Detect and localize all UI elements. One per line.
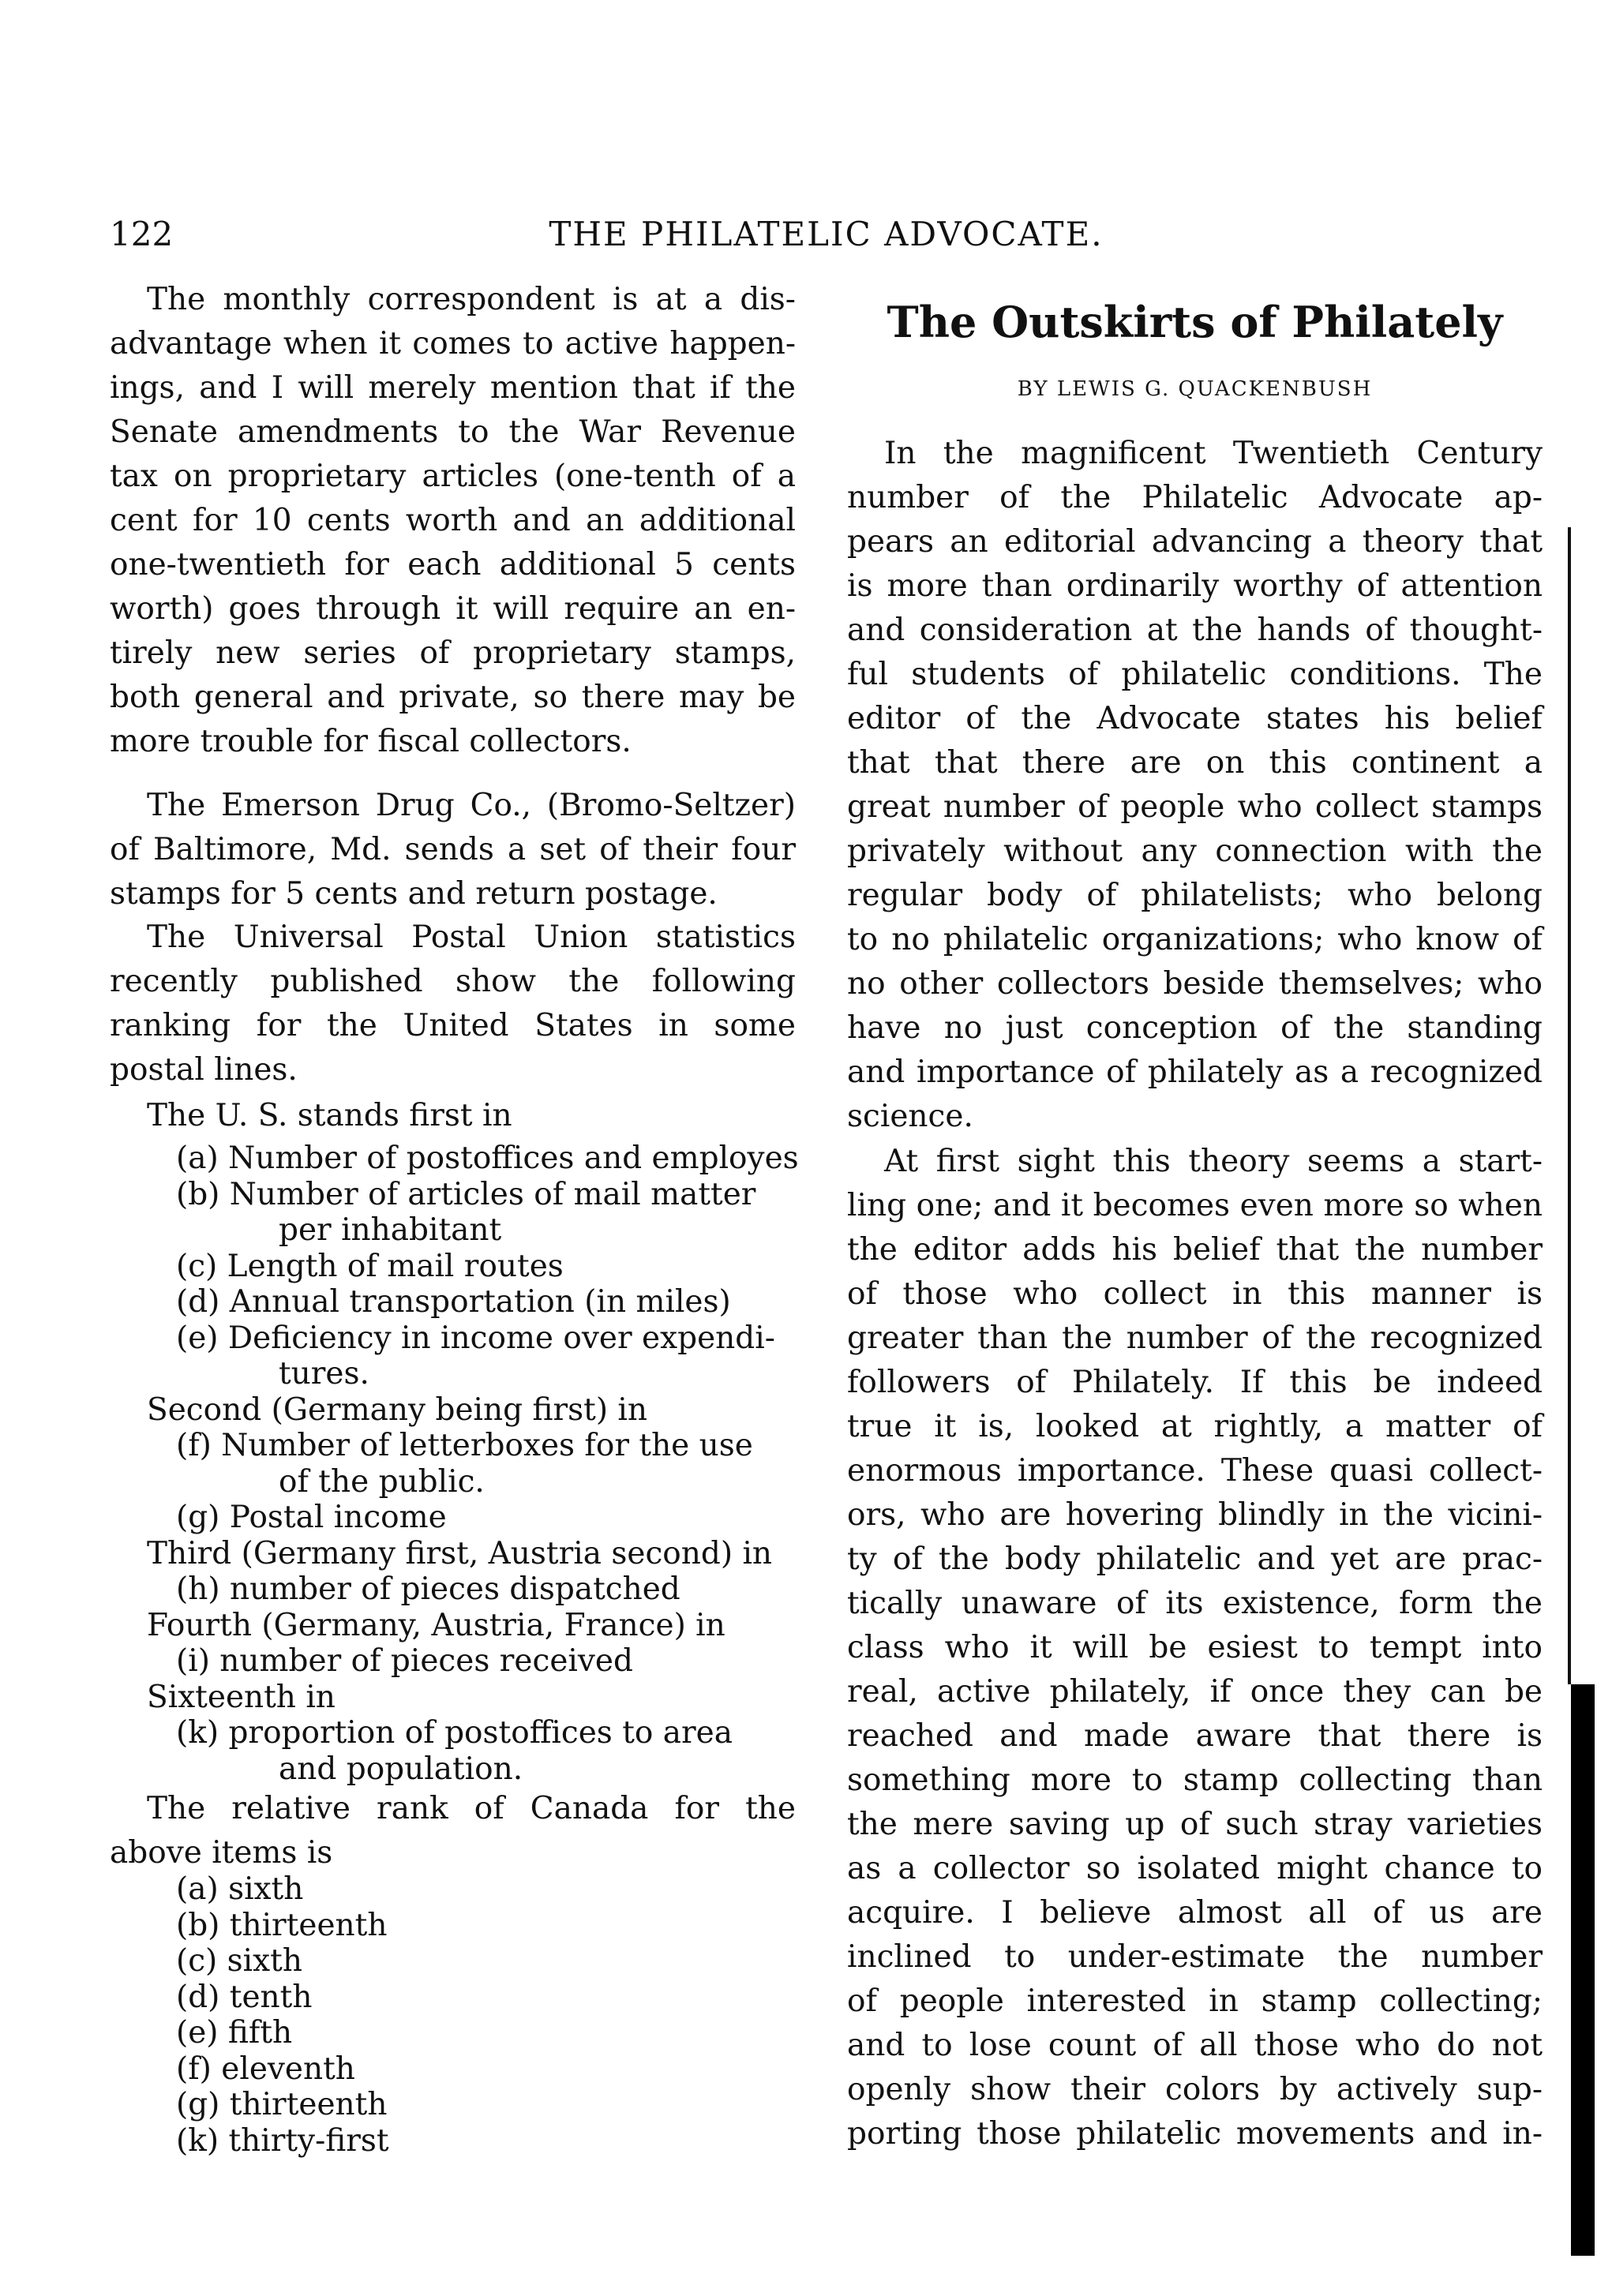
text-line: of Baltimore, Md. sends a set of their four xyxy=(110,832,796,867)
text-line: worth) goes through it will require an en- xyxy=(110,591,796,627)
list-item: (f) eleventh xyxy=(176,2051,355,2087)
list-item: tures. xyxy=(279,1356,369,1391)
text-line: have no just conception of the standing xyxy=(847,1010,1543,1046)
text-line: both general and private, so there may be xyxy=(110,680,796,715)
page-edge-bar xyxy=(1571,1684,1595,2256)
text-line: cent for 10 cents worth and an additional xyxy=(110,503,796,538)
text-line: number of the Philatelic Advocate ap- xyxy=(847,480,1543,515)
text-line: inclined to under-estimate the number xyxy=(847,1939,1543,1975)
text-line: privately without any connection with the xyxy=(847,833,1543,869)
running-title: THE PHILATELIC ADVOCATE. xyxy=(549,215,1104,253)
column-edge-line xyxy=(1568,527,1571,1684)
text-line: ranking for the United States in some xyxy=(110,1008,796,1043)
text-line: pears an editorial advancing a theory that xyxy=(847,524,1543,560)
text-line: ors, who are hovering blindly in the vicini- xyxy=(847,1497,1543,1533)
list-item: and population. xyxy=(279,1751,523,1787)
text-line: and importance of philately as a recognized xyxy=(847,1054,1543,1090)
text-line: something more to stamp collecting than xyxy=(847,1762,1543,1798)
text-line: recently published show the following xyxy=(110,964,796,999)
text-line: tically unaware of its existence, form the xyxy=(847,1586,1543,1621)
list-item: (d) Annual transportation (in miles) xyxy=(176,1284,731,1320)
text-line: The Emerson Drug Co., (Bromo-Seltzer) xyxy=(147,788,796,823)
text-line: postal lines. xyxy=(110,1052,298,1088)
list-item: (i) number of pieces received xyxy=(176,1643,633,1679)
canada-ranking-list xyxy=(110,1871,796,2159)
text-line: above items is xyxy=(110,1835,333,1871)
text-line: ling one; and it becomes even more so when xyxy=(847,1188,1543,1223)
text-line: no other collectors beside themselves; who xyxy=(847,966,1543,1002)
list-item: (h) number of pieces dispatched xyxy=(176,1571,680,1607)
text-line: The U. S. stands first in xyxy=(147,1098,512,1133)
ranking-list xyxy=(110,1141,799,1787)
list-item: (g) Postal income xyxy=(176,1500,447,1535)
text-line: greater than the number of the recognized xyxy=(847,1320,1543,1356)
list-item: (b) Number of articles of mail matter xyxy=(176,1176,756,1212)
text-line: editor of the Advocate states his belief xyxy=(847,701,1543,736)
text-line: porting those philatelic movements and in- xyxy=(847,2116,1543,2152)
text-line: reached and made aware that there is xyxy=(847,1718,1543,1754)
text-line: as a collector so isolated might chance to xyxy=(847,1851,1543,1886)
text-line: the mere saving up of such stray varieties xyxy=(847,1807,1543,1842)
text-line: true it is, looked at rightly, a matter of xyxy=(847,1409,1543,1444)
text-line: ty of the body philatelic and yet are prac- xyxy=(847,1541,1543,1577)
text-line: to no philatelic organizations; who know of xyxy=(847,922,1543,957)
text-line: acquire. I believe almost all of us are xyxy=(847,1895,1543,1931)
list-item: (c) sixth xyxy=(176,1943,302,1979)
text-line: science. xyxy=(847,1099,973,1134)
article-title: The Outskirts of Philately xyxy=(887,297,1503,347)
text-line: and consideration at the hands of thought- xyxy=(847,612,1543,648)
text-line: the editor adds his belief that the number xyxy=(847,1232,1543,1268)
text-line: class who it will be esiest to tempt into xyxy=(847,1630,1543,1665)
text-line: The monthly correspondent is at a dis- xyxy=(147,282,796,317)
list-item: (a) sixth xyxy=(176,1871,304,1907)
paragraph xyxy=(847,1140,1543,2156)
list-item: Third (Germany first, Austria second) in xyxy=(147,1535,773,1571)
list-item: (e) Deficiency in income over expendi- xyxy=(176,1320,775,1356)
page-number: 122 xyxy=(110,215,174,253)
text-line: ful students of philatelic conditions. The xyxy=(847,657,1543,692)
list-item: (k) proportion of postoffices to area xyxy=(176,1715,733,1751)
text-line: more trouble for fiscal collectors. xyxy=(110,724,632,759)
paragraph xyxy=(110,784,796,916)
article-byline: BY LEWIS G. QUACKENBUSH xyxy=(1017,377,1373,401)
list-item: (d) tenth xyxy=(176,1979,313,2015)
text-line: At first sight this theory seems a start- xyxy=(884,1144,1543,1179)
text-line: regular body of philatelists; who belong xyxy=(847,878,1543,913)
text-line: real, active philately, if once they can be xyxy=(847,1674,1543,1710)
paragraph xyxy=(110,1094,796,1138)
text-line: great number of people who collect stamps xyxy=(847,789,1543,825)
paragraph xyxy=(110,1787,796,1875)
text-line: of those who collect in this manner is xyxy=(847,1276,1543,1312)
text-line: of people interested in stamp collecting; xyxy=(847,1983,1543,2019)
list-item: Second (Germany being first) in xyxy=(147,1391,648,1428)
list-item: (f) Number of letterboxes for the use xyxy=(176,1428,753,1463)
text-line: Senate amendments to the War Revenue xyxy=(110,414,796,450)
text-line: In the magnificent Twentieth Century xyxy=(884,436,1543,471)
list-item: (k) thirty-first xyxy=(176,2122,389,2159)
list-item: (c) Length of mail routes xyxy=(176,1248,564,1284)
text-line: enormous importance. These quasi collect- xyxy=(847,1453,1543,1489)
list-item: Fourth (Germany, Austria, France) in xyxy=(147,1607,725,1643)
text-line: stamps for 5 cents and return postage. xyxy=(110,876,718,912)
list-item: (b) thirteenth xyxy=(176,1907,388,1943)
paragraph xyxy=(110,278,796,764)
list-item: of the public. xyxy=(279,1463,485,1500)
text-line: that that there are on this continent a xyxy=(847,745,1543,781)
paragraph xyxy=(110,916,796,1092)
list-item: (a) Number of postoffices and employes xyxy=(176,1141,799,1176)
text-line: openly show their colors by actively sup- xyxy=(847,2072,1543,2107)
page-header xyxy=(110,215,1543,254)
list-item: (e) fifth xyxy=(176,2015,293,2051)
text-line: one-twentieth for each additional 5 cents xyxy=(110,547,796,582)
text-line: tax on proprietary articles (one-tenth of a xyxy=(110,459,796,494)
paragraph xyxy=(847,432,1543,1139)
text-line: advantage when it comes to active happen- xyxy=(110,326,796,361)
text-line: followers of Philately. If this be indeed xyxy=(847,1365,1543,1400)
text-line: and to lose count of all those who do not xyxy=(847,2028,1543,2063)
list-item: per inhabitant xyxy=(279,1212,502,1248)
text-line: The relative rank of Canada for the xyxy=(147,1791,796,1826)
text-line: tirely new series of proprietary stamps, xyxy=(110,635,796,671)
list-item: (g) thirteenth xyxy=(176,2087,388,2122)
text-line: ings, and I will merely mention that if the xyxy=(110,370,796,406)
text-line: is more than ordinarily worthy of attention xyxy=(847,568,1543,604)
text-line: The Universal Postal Union statistics xyxy=(147,920,796,955)
list-item: Sixteenth in xyxy=(147,1679,336,1715)
